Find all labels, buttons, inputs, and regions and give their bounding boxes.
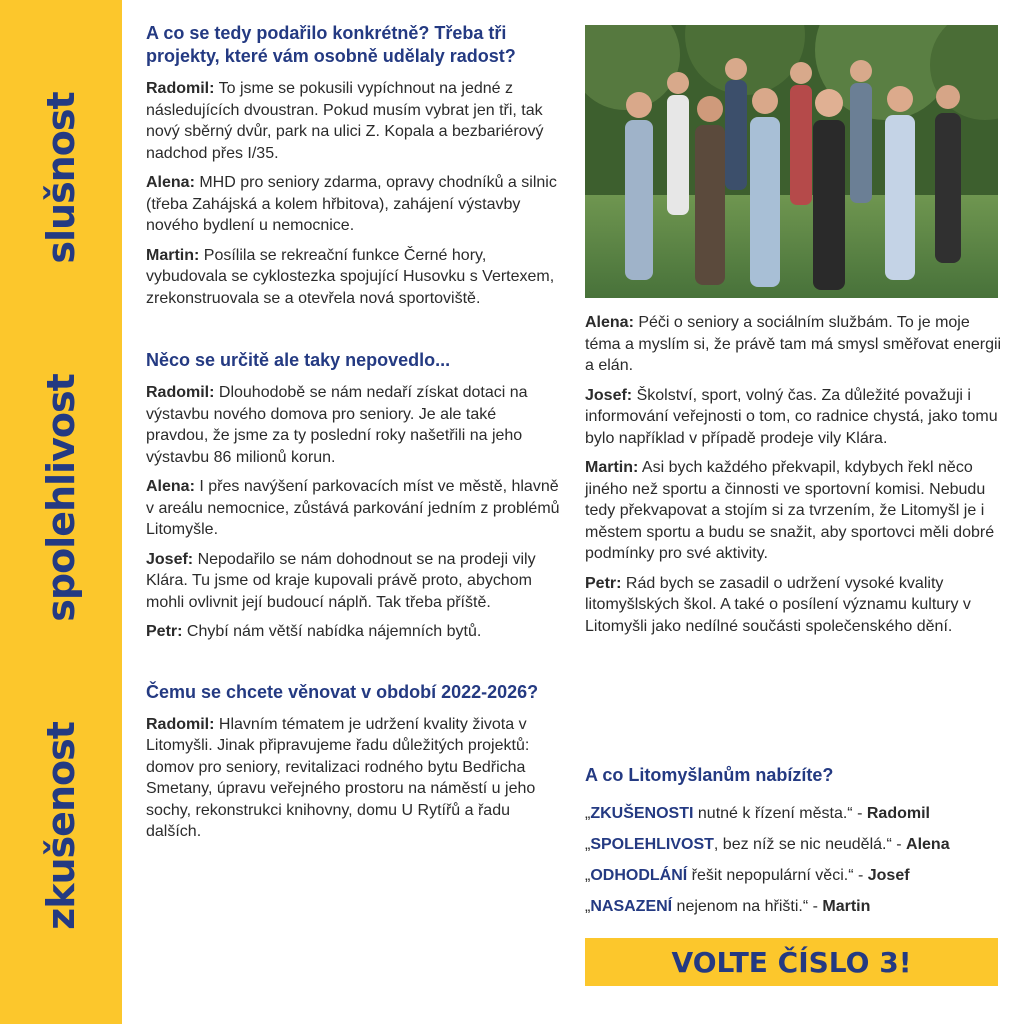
speaker-name: Martin: xyxy=(146,246,200,264)
section-heading: Čemu se chcete věnovat v období 2022-2026? xyxy=(146,681,539,702)
quote-line xyxy=(585,798,1005,829)
quote-author: Martin xyxy=(822,898,871,915)
sidebar-word-zkusenost: zkušenost xyxy=(39,722,83,930)
quote-mark: „ xyxy=(585,805,591,822)
sidebar-word-spolehlivost: spolehlivost xyxy=(39,374,83,622)
quote-mark: „ xyxy=(585,867,591,884)
quote-text: nejenom na hřišti.“ - xyxy=(672,898,823,915)
quote-line xyxy=(585,860,1005,891)
answer-text: Školství, sport, volný čas. Za důležité považuji i informování veřejnosti o tom, co radnice chystá, jako tomu bylo například v případě prodeje vily Klára. xyxy=(585,386,998,447)
section-heading: Něco se určitě ale taky nepovedlo... xyxy=(146,350,451,370)
quote-keyword: ZKUŠENOSTI xyxy=(590,805,694,822)
team-photo xyxy=(585,25,998,298)
answer-paragraph xyxy=(146,621,562,643)
answer-text: Posílila se rekreační funkce Černé hory, vybudovala se cyklostezka spojující Husovku s Vertexem, zrekonstruovala se a otevřela nová sportoviště. xyxy=(146,246,555,307)
team-photo-illustration xyxy=(585,25,998,298)
speaker-name: Alena: xyxy=(585,314,634,331)
answer-text: Rád bych se zasadil o udržení vysoké kvality litomyšlských škol. A také o posílení významu kultury v Litomyšli jako nedílné součásti společenského dění. xyxy=(585,574,971,635)
answer-text: MHD pro seniory zdarma, opravy chodníků a silnic (třeba Zahájská a kolem hřbitova), zahájení výstavby nového bydlení u nemocnice. xyxy=(146,174,557,234)
speaker-name: Alena: xyxy=(146,478,195,495)
quote-text: nutné k řízení města.“ - xyxy=(693,805,867,822)
answer-paragraph xyxy=(585,385,1005,450)
answer-text: I přes navýšení parkovacích míst ve městě, hlavně v areálu nemocnice, zůstává parkování jedním z problémů Litomyšle. xyxy=(146,478,560,538)
quote-list xyxy=(585,798,1005,922)
offer-heading: A co Litomyšlanům nabízíte? xyxy=(585,765,834,785)
quote-line xyxy=(585,829,1005,860)
quote-line xyxy=(585,891,1005,922)
speaker-name: Radomil: xyxy=(146,80,215,97)
speaker-name: Martin: xyxy=(585,459,639,476)
quote-mark: „ xyxy=(585,898,591,915)
quote-keyword: ODHODLÁNÍ xyxy=(590,867,688,884)
answer-paragraph xyxy=(146,476,562,541)
quote-author: Alena xyxy=(906,836,950,853)
quote-author: Radomil xyxy=(866,805,930,822)
answer-text: Nepodařilo se nám dohodnout se na prodeji vily Klára. Tu jsme od kraje kupovali právě proto, abychom mohli ovlivnit její budoucí náplň. Tak třeba příště. xyxy=(146,550,536,611)
speaker-name: Petr: xyxy=(146,623,183,640)
quote-keyword: SPOLEHLIVOST xyxy=(590,836,714,853)
quote-text: řešit nepopulární věci.“ - xyxy=(687,867,868,884)
quote-text: , bez níž se nic neudělá.“ - xyxy=(713,836,907,853)
vote-text: VOLTE ČÍSLO 3! xyxy=(671,945,912,979)
answer-text: Dlouhodobě se nám nedaří získat dotaci na výstavbu nového domova pro seniory. Je ale také pravdou, že jsme za ty poslední roky našetřili na jeho výstavbu 86 milionů korun. xyxy=(146,384,528,466)
sidebar-band xyxy=(0,0,122,1024)
speaker-name: Alena: xyxy=(146,174,195,191)
quote-author: Josef xyxy=(867,867,910,884)
answer-text: Péči o seniory a sociálním službám. To je moje téma a myslím si, že právě tam má smysl směřovat energii a elán. xyxy=(585,314,1002,374)
answer-paragraph xyxy=(146,714,562,843)
speaker-name: Josef: xyxy=(585,386,633,404)
quote-mark: „ xyxy=(585,836,591,853)
section-heading: A co se tedy podařilo konkrétně? Třeba tři projekty, které vám osobně udělaly radost? xyxy=(146,23,516,66)
speaker-name: Josef: xyxy=(146,550,194,568)
answer-paragraph xyxy=(146,245,562,310)
answer-paragraph xyxy=(146,549,562,614)
left-column xyxy=(146,22,562,851)
answer-text: To jsme se pokusili vypíchnout na jedné z následujících dvoustran. Pokud musím vybrat jen tři, tak nový sběrný dvůr, park na ulici Z. Kopala a bezbariérový nadchod přes I/35. xyxy=(146,80,544,162)
answer-paragraph xyxy=(146,172,562,237)
vote-banner xyxy=(585,938,998,986)
sidebar-word-slusnost: slušnost xyxy=(39,92,83,264)
answer-text: Hlavním tématem je udržení kvality života v Litomyšli. Jinak připravujeme řadu důležitých projektů: domov pro seniory, revitalizaci rodného bytu Bedřicha Smetany, úpravu veřejného prostoru na náměstí u jeho sochy, rekonstrukci knihovny, domu U Rytířů a řadu dalších. xyxy=(146,715,536,840)
answer-paragraph xyxy=(585,457,1005,565)
quote-keyword: NASAZENÍ xyxy=(590,898,673,915)
speaker-name: Radomil: xyxy=(146,384,215,401)
answer-paragraph xyxy=(585,573,1005,638)
speaker-name: Radomil: xyxy=(146,715,215,733)
answer-paragraph xyxy=(146,382,562,468)
speaker-name: Petr: xyxy=(585,574,622,592)
answer-text: Chybí nám větší nabídka nájemních bytů. xyxy=(182,623,482,640)
answer-paragraph xyxy=(146,78,562,164)
answer-paragraph xyxy=(585,312,1005,377)
answer-text: Asi bych každého překvapil, kdybych řekl něco jiného než sportu a činnosti ve sportovní komisi. Nebudu tedy překvapovat a stojím si za tvrzením, že Litomyšl je i městem sportu a budu se snažit, aby sportovci měli dobré podmínky pro své aktivity. xyxy=(585,459,995,562)
right-column xyxy=(585,312,1005,645)
